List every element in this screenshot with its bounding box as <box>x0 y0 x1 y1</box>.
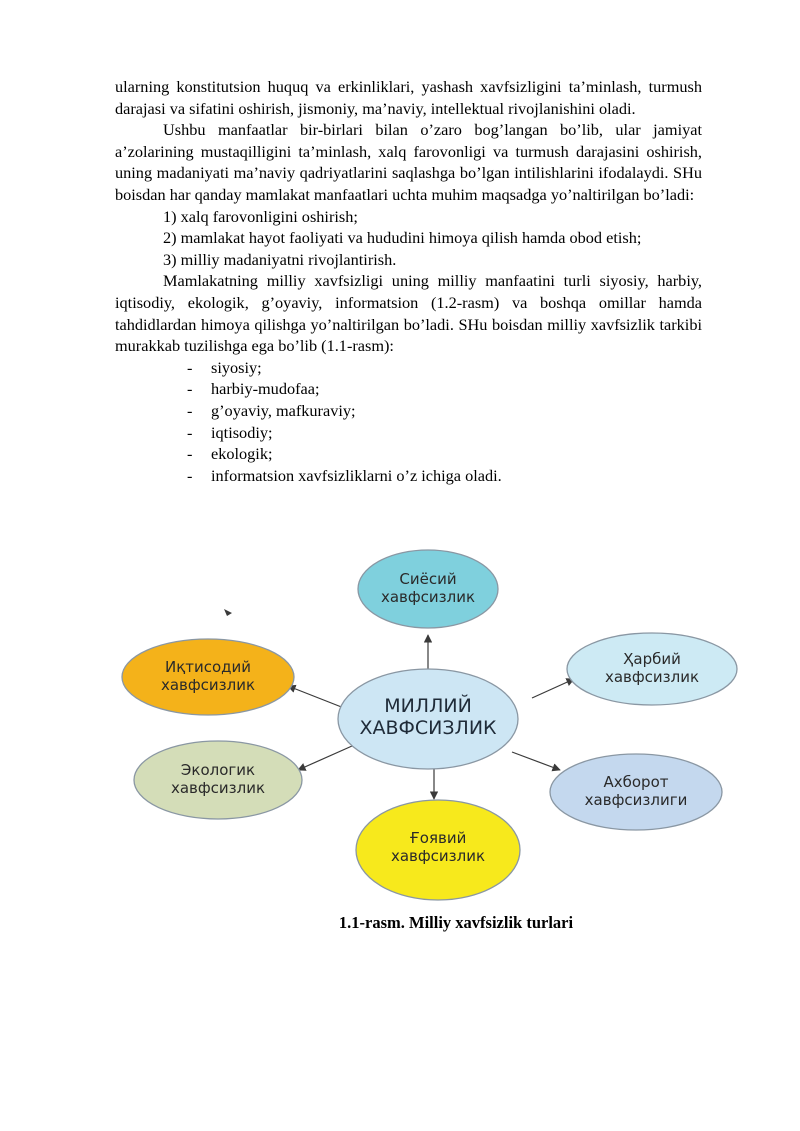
node-center-line1: МИЛЛИЙ <box>384 695 472 717</box>
body-text <box>115 76 702 486</box>
goal-item-3: 3) milliy madaniyatni rivojlantirish. <box>163 249 397 269</box>
arrow-to-iqtisodiy <box>288 686 344 708</box>
node-goyaviy <box>356 800 520 900</box>
node-iqtisodiy-line1: Иқтисодий <box>164 658 252 676</box>
stray-arrowhead-icon <box>224 609 232 616</box>
node-center <box>338 669 518 769</box>
node-harbiy-line1: Ҳарбий <box>623 650 681 668</box>
security-types-list <box>115 357 702 487</box>
list-item: - ekologik; <box>187 444 273 464</box>
node-goyaviy-line1: Ғоявий <box>409 829 467 847</box>
goal-item-1: 1) xalq farovonligini oshirish; <box>163 206 358 226</box>
node-harbiy-line2: хавфсизлик <box>604 668 700 686</box>
goal-item-2: 2) mamlakat hayot faoliyati va hududini himoya qilish hamda obod etish; <box>163 228 642 248</box>
arrow-to-harbiy <box>532 679 574 698</box>
list-item: - g’oyaviy, mafkuraviy; <box>187 400 356 420</box>
node-axborot <box>550 754 722 830</box>
node-goyaviy-line2: хавфсизлик <box>390 847 486 865</box>
node-iqtisodiy-line2: хавфсизлик <box>160 676 256 694</box>
node-axborot-line2: хавфсизлиги <box>584 791 688 809</box>
node-center-line2: ХАВФСИЗЛИК <box>359 717 497 739</box>
arrow-to-ekologik <box>298 746 352 770</box>
list-item: - harbiy-mudofaa; <box>187 379 320 399</box>
paragraph-2: Ushbu manfaatlar bir-birlari bilan o’zaro bog’langan bo’lib, ular jamiyat a’zolarining mustaqilligini ta’minlash, xalq farovonligi va turmush darajasini oshirish, uning madaniyati ma’naviy qadriyatlarini saqlashga bo’lgan intilishlarini ifodalaydi. SHu boisdan har qanday mamlakat manfaatlari uchta muhim maqsadga yo’naltirilgan bo’ladi: <box>115 120 702 204</box>
arrow-to-axborot <box>512 752 560 770</box>
node-iqtisodiy <box>122 639 294 715</box>
node-siyosiy-line2: хавфсизлик <box>380 588 476 606</box>
list-item: - iqtisodiy; <box>187 422 273 442</box>
list-item: - informatsion xavfsizliklarni o’z ichiga oladi. <box>187 465 502 485</box>
node-ekologik <box>134 741 302 819</box>
node-ekologik-line2: хавфсизлик <box>170 779 266 797</box>
node-siyosiy-line1: Сиёсий <box>399 570 457 588</box>
node-harbiy <box>567 633 737 705</box>
list-item: - siyosiy; <box>187 357 262 377</box>
national-security-diagram <box>112 548 742 910</box>
paragraph-1: ularning konstitutsion huquq va erkinliklari, yashash xavfsizligini ta’minlash, turmush darajasi va sifatini oshirish, jismoniy, ma’naviy, intellektual rivojlanishini oladi. <box>115 77 702 118</box>
paragraph-3: Mamlakatning milliy xavfsizligi uning milliy manfaatini turli siyosiy, harbiy, iqtisodiy, ekologik, g’oyaviy, informatsion (1.2-rasm) va boshqa omillar hamda tahdidlardan himoya qilishga yo’naltirilgan bo’ladi. SHu boisdan milliy xavfsizlik tarkibi murakkab tuzilishga ega bo’lib (1.1-rasm): <box>115 271 702 356</box>
node-siyosiy <box>358 550 498 628</box>
node-axborot-line1: Ахборот <box>603 773 669 791</box>
node-ekologik-line1: Экологик <box>180 761 256 779</box>
figure-caption: 1.1-rasm. Milliy xavfsizlik turlari <box>338 913 574 932</box>
